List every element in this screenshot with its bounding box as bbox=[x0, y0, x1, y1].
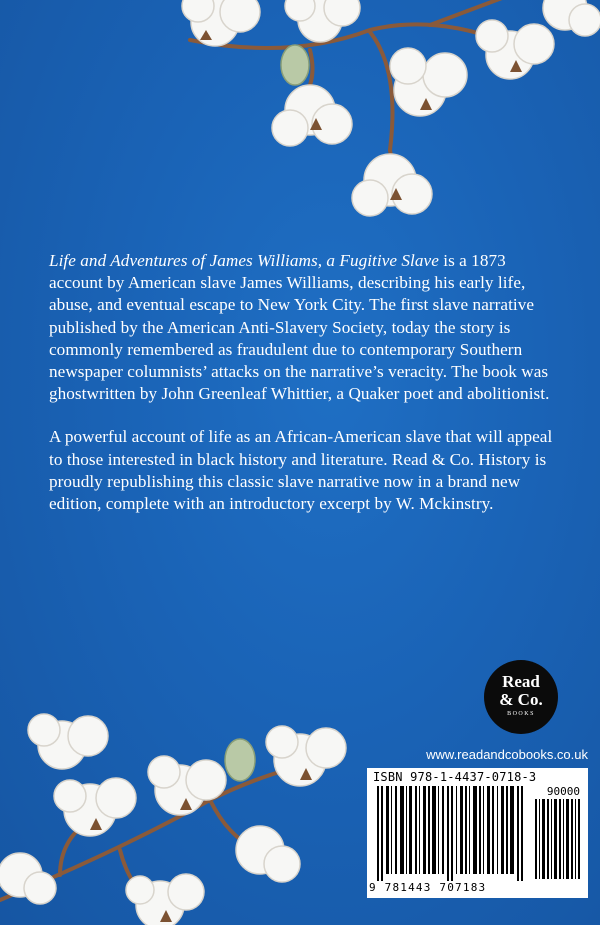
cotton-branch-illustration-bottom bbox=[0, 700, 370, 925]
isbn-label: ISBN 978-1-4437-0718-3 bbox=[373, 770, 537, 784]
logo-line-3: BOOKS bbox=[507, 711, 535, 717]
book-title-italic: Life and Adventures of James Williams, a Fugitive Slave bbox=[49, 251, 439, 270]
cotton-bud bbox=[225, 739, 255, 781]
book-description bbox=[49, 250, 559, 536]
publisher-website: www.readandcobooks.co.uk bbox=[426, 747, 588, 762]
barcode-bars bbox=[377, 786, 527, 881]
logo-line-2: & Co. bbox=[499, 690, 543, 709]
cotton-branch-illustration-top bbox=[170, 0, 600, 230]
isbn-barcode bbox=[367, 768, 588, 898]
logo-line-1: Read bbox=[502, 672, 540, 691]
description-paragraph-2: A powerful account of life as an African-American slave that will appeal to those interested in black history and literature. Read & Co. History is proudly republishing this classic slave narrative now in a brand new edition, complete with an introductory excerpt by W. Mckinstry. bbox=[49, 427, 553, 514]
description-paragraph-1 bbox=[49, 250, 559, 405]
price-code: 90000 bbox=[546, 785, 580, 798]
description-paragraph-1-text: is a 1873 account by American slave James Williams, describing his early life, abuse, and eventual escape to New York City. The first slave narrative published by the American Anti-Slavery Society, today the story is commonly remembered as fraudulent due to contemporary Southern newspaper columnists’ attacks on the narrative’s veracity. The book was ghostwritten by John Greenleaf Whittier, a Quaker poet and abolitionist. bbox=[49, 251, 550, 404]
barcode-digits: 9 781443 707183 bbox=[369, 881, 487, 894]
publisher-logo bbox=[484, 660, 558, 734]
cotton-bud bbox=[281, 45, 309, 85]
price-addon-bars bbox=[535, 799, 581, 879]
